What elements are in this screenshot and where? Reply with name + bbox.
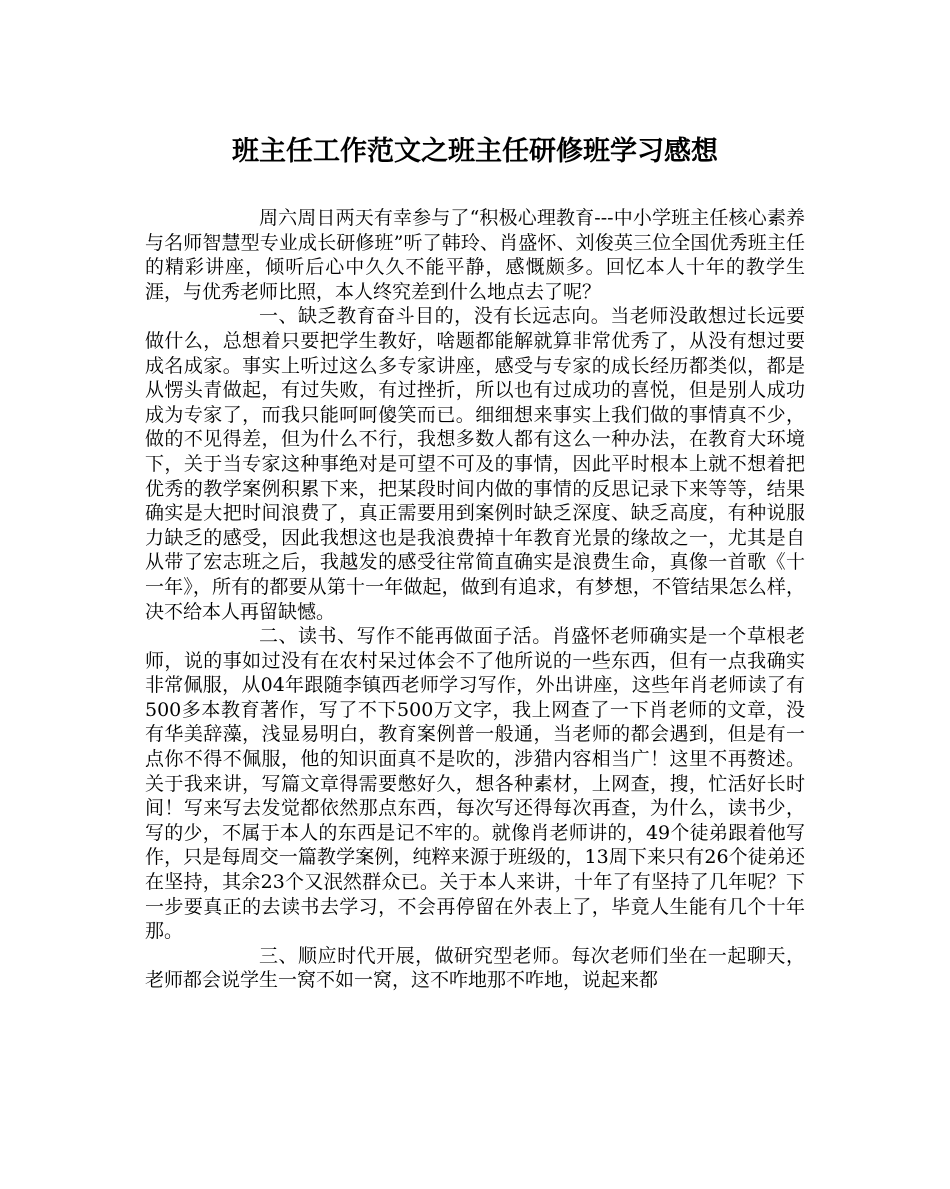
paragraph-point-1: 一、缺乏教育奋斗目的，没有长远志向。当老师没敢想过长远要做什么，总想着只要把学生教好，啥题都能解就算非常优秀了，从没有想过要成名成家。事实上听过这么多专家讲座，感受与专家的成长经历都类似，都是从愣头青做起，有过失败，有过挫折，所以也有过成功的喜悦，但是别人成功成为专家了，而我只能呵呵傻笑而已。细细想来事实上我们做的事情真不少，做的不见得差，但为什么不行，我想多数人都有这么一种办法，在教育大环境下，关于当专家这种事绝对是可望不可及的事情，因此平时根本上就不想着把优秀的教学案例积累下来，把某段时间内做的事情的反思记录下来等等，结果确实是大把时间浪费了，真正需要用到案例时缺乏深度、缺乏高度，有种说服力缺乏的感受，因此我想这也是我浪费掉十年教育光景的缘故之一，尤其是自从带了宏志班之后，我越发的感受往常简直确实是浪费生命，真像一首歌《十一年》，所有的都要从第十一年做起，做到有追求，有梦想，不管结果怎么样，决不给本人再留缺憾。: [145, 305, 805, 623]
paragraph-intro: 周六周日两天有幸参与了“积极心理教育---中小学班主任核心素养与名师智慧型专业成长研修班”听了韩玲、肖盛怀、刘俊英三位全国优秀班主任的精彩讲座，倾听后心中久久不能平静，感慨颇多。回忆本人十年的教学生涯，与优秀老师比照，本人终究差到什么地点去了呢？: [145, 207, 805, 303]
document-body: [145, 206, 805, 993]
paragraph-point-2: 二、读书、写作不能再做面子活。肖盛怀老师确实是一个草根老师，说的事如过没有在农村呆过体会不了他所说的一些东西，但有一点我确实非常佩服，从04年跟随李镇西老师学习写作，外出讲座，这些年肖老师读了有500多本教育著作，写了不下500万文字，我上网查了一下肖老师的文章，没有华美辞藻，浅显易明白，教育案例普一般通，当老师的都会遇到，但是有一点你不得不佩服，他的知识面真不是吹的，涉猎内容相当广！这里不再赘述。关于我来讲，写篇文章得需要憋好久，想各种素材，上网查，搜，忙活好长时间！写来写去发觉都依然那点东西，每次写还得每次再查，为什么，读书少，写的少，不属于本人的东西是记不牢的。就像肖老师讲的，49个徒弟跟着他写作，只是每周交一篇教学案例，纯粹来源于班级的，13周下来只有26个徒弟还在坚持，其余23个又泯然群众已。关于本人来讲，十年了有坚持了几年呢？下一步要真正的去读书去学习，不会再停留在外表上了，毕竟人生能有几个十年那。: [145, 625, 805, 943]
document-title: 班主任工作范文之班主任研修班学习感想: [232, 136, 718, 167]
paragraph-point-3: 三、顺应时代开展，做研究型老师。每次老师们坐在一起聊天，老师都会说学生一窝不如一窝，这不咋地那不咋地，说起来都: [145, 944, 805, 992]
